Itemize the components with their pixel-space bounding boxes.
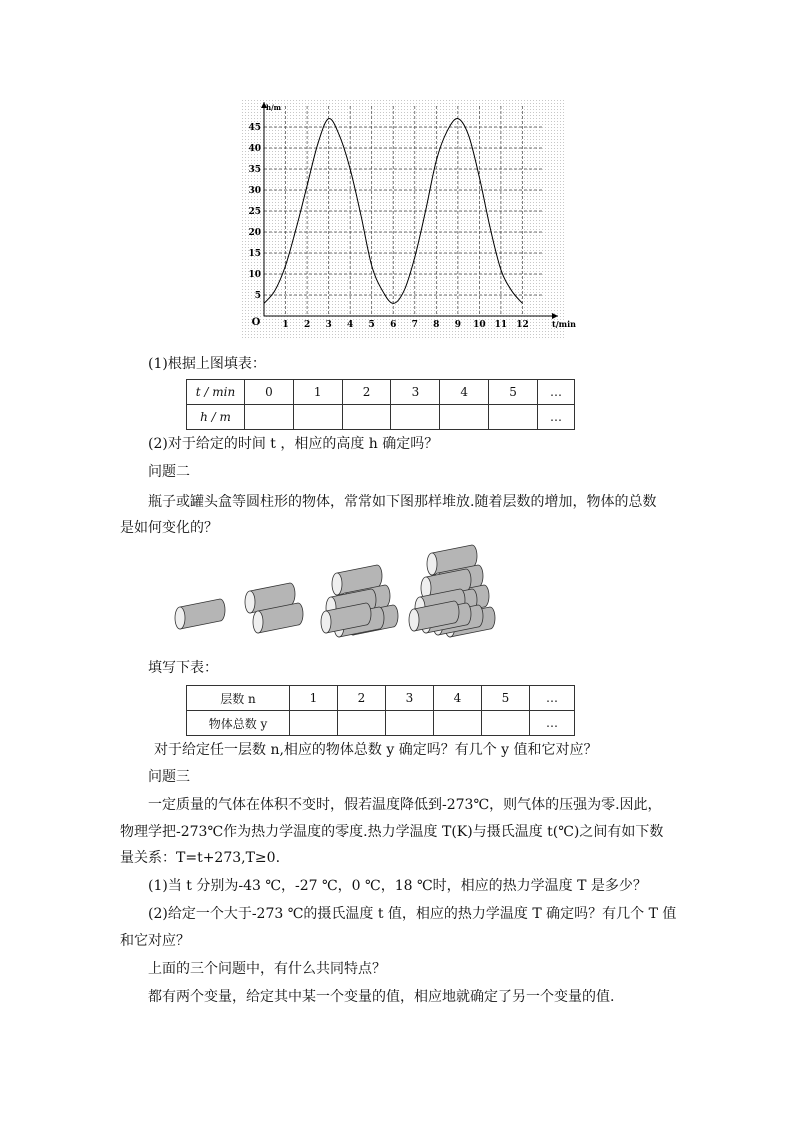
problem3-sub2-line1: (2)给定一个大于-273 ℃的摄氏温度 t 值，相应的热力学温度 T 确定吗？有几个 T 值 — [148, 906, 677, 922]
table-cell-empty — [290, 711, 338, 736]
problem3-para-line2: 物理学把-273℃作为热力学温度的零度.热力学温度 T(K)与摄氏温度 t(℃)之间有如下数 — [120, 824, 664, 840]
table-cell-empty — [482, 711, 530, 736]
table-cell-empty — [293, 405, 342, 430]
table-cell-empty — [386, 711, 434, 736]
y-tick-label: 15 — [248, 249, 261, 259]
table-cell-empty — [245, 405, 294, 430]
chart-dot-pattern — [242, 100, 564, 340]
common-feature-question: 上面的三个问题中，有什么共同特点？ — [148, 961, 386, 977]
problem3-para-line1: 一定质量的气体在体积不变时，假若温度降低到-273℃，则气体的压强为零.因此， — [148, 797, 662, 813]
table-cell-empty — [489, 405, 538, 430]
table-cell: 5 — [489, 380, 538, 405]
problem2-fill-text: 填写下表： — [148, 660, 218, 676]
table-cell: … — [538, 380, 575, 405]
table-cell: 4 — [434, 686, 482, 711]
cylinder — [175, 599, 225, 629]
table-cell: 2 — [342, 380, 391, 405]
height-time-chart — [242, 100, 576, 340]
problem3-para-line3: 量关系：T=t+273,T≥0. — [120, 850, 281, 866]
table-cell: 1 — [290, 686, 338, 711]
table-cell: 1 — [293, 380, 342, 405]
table-header-y: 物体总数 y — [187, 711, 290, 736]
x-tick-label: 5 — [368, 320, 375, 330]
x-tick-label: 11 — [494, 320, 508, 330]
table-n-y — [186, 685, 575, 736]
problem3-sub2-line2: 和它对应？ — [120, 933, 190, 949]
x-tick-label: 8 — [433, 320, 440, 330]
table-cell-empty — [338, 711, 386, 736]
x-tick-label: 9 — [454, 320, 461, 330]
table-cell: 3 — [391, 380, 440, 405]
problem3-title: 问题三 — [148, 769, 190, 785]
y-tick-label: 40 — [248, 144, 261, 154]
table-t-h — [186, 379, 575, 430]
table-cell: 5 — [482, 686, 530, 711]
problem2-question: 对于给定任一层数 n,相应的物体总数 y 确定吗？有几个 y 值和它对应？ — [154, 742, 598, 758]
x-tick-label: 1 — [282, 320, 289, 330]
table-header-h: h / m — [187, 405, 245, 430]
y-tick-label: 30 — [248, 186, 261, 196]
problem2-title: 问题二 — [148, 464, 190, 480]
common-feature-answer: 都有两个变量，给定其中某一个变量的值，相应地就确定了另一个变量的值. — [148, 989, 615, 1005]
table-cell-empty — [434, 711, 482, 736]
origin-label: O — [251, 317, 261, 328]
x-tick-label: 12 — [516, 320, 529, 330]
q1-question-2: (2)对于给定的时间 t ，相应的高度 h 确定吗？ — [148, 436, 439, 452]
y-tick-label: 20 — [248, 228, 261, 238]
table-cell-empty — [391, 405, 440, 430]
y-tick-label: 35 — [248, 165, 261, 175]
table-cell: 3 — [386, 686, 434, 711]
table-cell-empty — [342, 405, 391, 430]
table-header-t: t / min — [187, 380, 245, 405]
y-tick-label: 5 — [254, 291, 261, 301]
table-cell: … — [538, 405, 575, 430]
problem3-sub1: (1)当 t 分别为-43 ℃，-27 ℃，0 ℃，18 ℃时，相应的热力学温度 T 是多少？ — [148, 878, 647, 894]
x-tick-label: 3 — [325, 320, 332, 330]
x-axis-label: t/min — [552, 319, 576, 329]
y-tick-label: 45 — [248, 123, 261, 133]
table-cell: 4 — [440, 380, 489, 405]
x-tick-label: 10 — [473, 320, 486, 330]
q1-text: (1)根据上图填表： — [148, 356, 266, 372]
problem2-para-line2: 是如何变化的？ — [120, 520, 218, 536]
x-tick-label: 4 — [347, 320, 354, 330]
table-cell: … — [530, 686, 575, 711]
table-cell: 2 — [338, 686, 386, 711]
x-tick-label: 6 — [390, 320, 397, 330]
y-axis-label: h/m — [266, 103, 282, 112]
table-cell: … — [530, 711, 575, 736]
y-tick-label: 10 — [248, 270, 261, 280]
x-tick-label: 7 — [411, 320, 418, 330]
table-header-n: 层数 n — [187, 686, 290, 711]
x-tick-label: 2 — [303, 320, 311, 330]
problem2-para-line1: 瓶子或罐头盒等圆柱形的物体，常常如下图那样堆放.随着层数的增加，物体的总数 — [148, 494, 657, 510]
y-tick-label: 25 — [248, 207, 261, 217]
table-cell-empty — [440, 405, 489, 430]
cylinder-stacks-illustration — [170, 540, 510, 650]
table-cell: 0 — [245, 380, 294, 405]
